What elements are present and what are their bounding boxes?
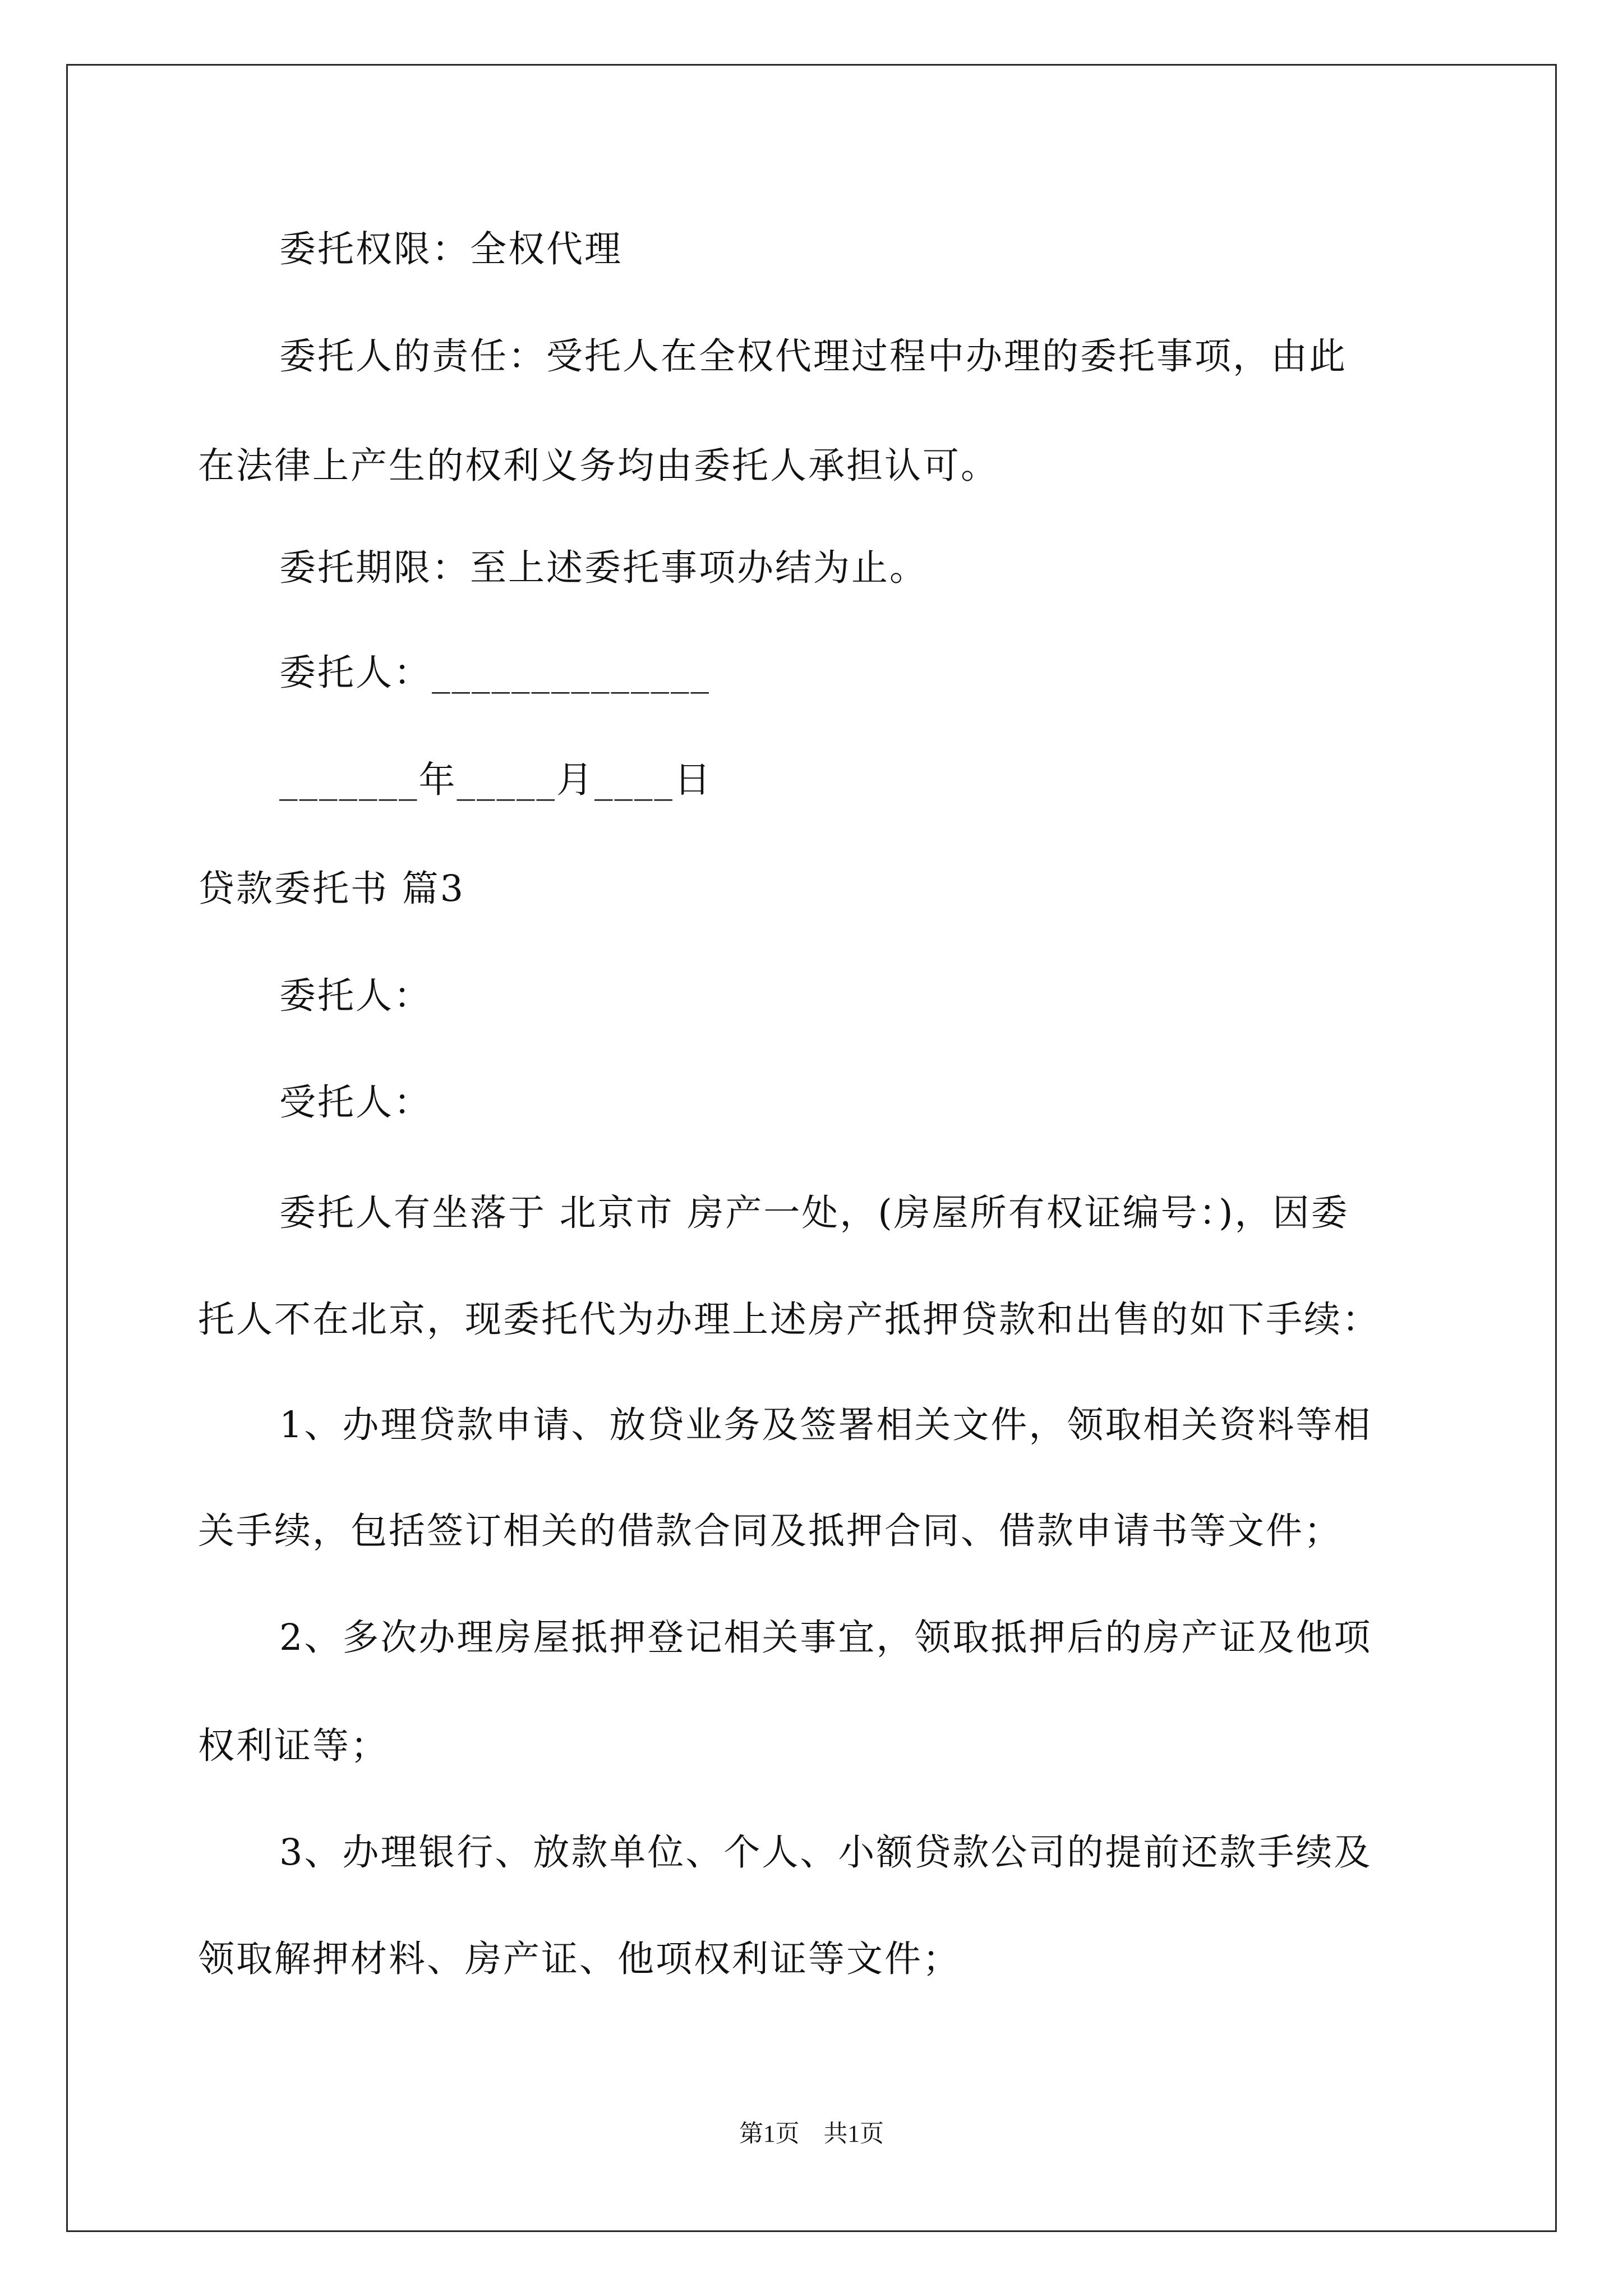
date-line: _______年_____月____日 xyxy=(279,759,713,801)
paragraph-line: 在法律上产生的权利义务均由委托人承担认可。 xyxy=(198,445,999,487)
paragraph-line: 委托人： xyxy=(279,975,432,1017)
signature-line: 委托人：______________ xyxy=(279,652,711,694)
paragraph-line: 委托人有坐落于 北京市 房产一处，(房屋所有权证编号：)，因委 xyxy=(279,1192,1349,1234)
list-item-line: 领取解押材料、房产证、他项权利证等文件； xyxy=(198,1938,961,1980)
list-item-line: 1、办理贷款申请、放贷业务及签署相关文件，领取相关资料等相 xyxy=(279,1404,1372,1446)
page-number-footer: 第1页 共1页 xyxy=(739,2121,884,2147)
paragraph-line: 受托人： xyxy=(279,1082,432,1124)
list-item-line: 2、多次办理房屋抵押登记相关事宜，领取抵押后的房产证及他项 xyxy=(279,1617,1372,1659)
paragraph-line: 托人不在北京，现委托代为办理上述房产抵押贷款和出售的如下手续： xyxy=(198,1299,1381,1341)
section-heading: 贷款委托书 篇3 xyxy=(198,868,465,910)
paragraph-line: 委托人的责任：受托人在全权代理过程中办理的委托事项，由此 xyxy=(279,335,1348,378)
list-item-line: 关手续，包括签订相关的借款合同及抵押合同、借款申请书等文件； xyxy=(198,1510,1343,1552)
paragraph-line: 委托权限：全权代理 xyxy=(279,228,623,270)
list-item-line: 3、办理银行、放款单位、个人、小额贷款公司的提前还款手续及 xyxy=(279,1832,1372,1874)
list-item-line: 权利证等； xyxy=(198,1725,389,1767)
paragraph-line: 委托期限：至上述委托事项办结为止。 xyxy=(279,547,928,589)
page-border xyxy=(66,64,1557,2232)
